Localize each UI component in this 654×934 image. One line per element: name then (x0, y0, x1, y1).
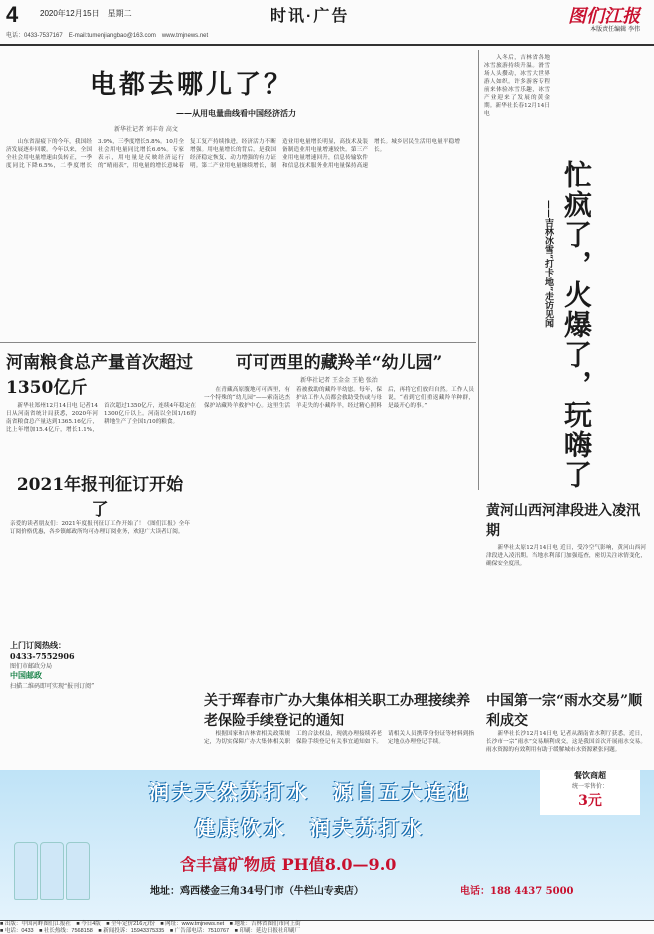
headline: 河南粮食总产量首次超过1350亿斤 (6, 353, 193, 398)
vertical-headline (543, 160, 594, 490)
slogan-1: 润夫天然苏打水 源自五大连池 (149, 780, 471, 804)
footer-line-1: ■ 出版：中国河畔图们江报社 ■ 今日4版 ■ 全年定价216元/份 ■ 网址：www.tmjnews.net ■ 地址：吉林省图们市向上街 (0, 921, 301, 927)
scan-note: 扫描二维码即可实现“报刊订阅” (10, 683, 95, 690)
phone: 0433-7552906 (10, 651, 75, 661)
headline: 关于珲春市广办大集体相关职工办理接续养老保险手续登记的通知 (204, 693, 470, 729)
headline: 电都去哪儿了？ (90, 70, 294, 100)
contact-label: 上门订阅热线： (10, 640, 66, 650)
bottle-image (14, 830, 94, 900)
article-kindergarten (204, 348, 474, 468)
ad-body: 亲爱的读者朋友们：2021年度报刊征订工作开始了！《图们江报》全年订阅价格优惠，各乡镇邮政所均可办理订阅业务，欢迎广大读者订阅。 (10, 521, 190, 535)
article-body: 山东省湿疲下的今年，我国经济发展逐步回暖。今年以来，全国全社会用电量增速由负转正，一季度同比下降6.5%，二季度增长3.9%，三季度增长5.8%。10月全社会用电量同比增长6.6%。专家表示，用电量是反映经济运行的“晴雨表”，用电量的增长意味着复工复产持续推进，经济活力不断增强。用电量增长的背后，是我国经济稳定恢复、动力增强的有力证明。第二产业用电量继续增长，制造业用电量增长明显，高技术及装备制造业用电量增速较快。第三产业用电量增速回升，信息传输软件和信息技术服务业用电量保持高速增长。城乡居民生活用电量平稳增长。 (6, 139, 460, 169)
page-number: 4 (6, 2, 19, 27)
byline: 新华社记者 王金金 王艳 张治 (300, 377, 378, 384)
slogan-3: 含丰富矿物质 PH值8.0—9.0 (180, 855, 397, 874)
article-body: 入冬后，吉林省各地冰雪旅游持续升温。滑雪场人头攒动，冰雪大世界游人如织。许多游客专程前来体验冰雪乐趣，冰雪产业迎来了发展的黄金期。新华社长春12月14日电 (484, 55, 550, 117)
price-label: 统一零售价： (571, 783, 608, 790)
article-body: 根据国家和吉林省相关政策规定，为切实保障广办大集体相关职工的合法权益，现就办理接续养老保险手续登记有关事宜通知如下。请相关人员携带身份证等材料到指定地点办理登记手续。 (204, 731, 474, 745)
brand-logo: 中国邮政 (10, 670, 42, 680)
page-footer (0, 920, 654, 934)
headline: 忙疯了，火爆了，玩嗨了 (560, 160, 593, 490)
article-body: 新华社太原12月14日电 近日，受冷空气影响，黄河山西河津段进入凌汛期。当地水利部门加强巡查，密切关注冰情变化，确保安全度汛。 (486, 545, 646, 567)
section-title: 时讯·广告 (270, 8, 350, 25)
contact-bar: 电话：0433-7537167 E-mail:tumenjiangbao@163.com www.tmjnews.net (6, 33, 209, 39)
subheadline: ——吉林冰雪“打卡地”走访见闻 (543, 200, 553, 328)
article-notice (204, 690, 474, 766)
department: 图们市邮政分局 (10, 663, 53, 670)
subscription-ad (10, 470, 190, 690)
footer-line-2: ■ 电话：0433 ■ 社长热线：7568158 ■ 新闻投诉：15943375335 ■ 广告部电话：7510767 ■ 印刷：延边日报社印刷厂 (0, 928, 300, 934)
headline: 可可西里的藏羚羊“幼儿园” (235, 353, 443, 373)
promo-box (540, 770, 640, 815)
issue-date: 2020年12月15日 星期二 (40, 9, 132, 18)
ad-address: 地址：鸡西楼金三角34号门市（牛栏山专卖店） (150, 886, 364, 897)
article-rainwater (486, 690, 646, 766)
masthead-logo: 图们江报 (568, 6, 640, 27)
byline: 新华社记者 刘丰奇 高文 (114, 126, 178, 133)
article-body: 新华社长沙12月14日电 记者从湖南省水利厅获悉，近日，长沙市一宗“雨水”交易顺利成交，这是我国首次开展雨水交易。雨水资源的有效利用有助于缓解城市水资源紧张问题。 (486, 731, 646, 753)
ad-phone: 电话：188 4437 5000 (460, 886, 574, 897)
article-flood (486, 500, 646, 640)
headline: 黄河山西河津段进入凌汛期 (486, 503, 640, 539)
headline: 2021年报刊征订开始了 (16, 475, 184, 520)
page-header (0, 0, 654, 46)
article-body: 新华社郑州12月14日电 记者14日从河南省统计局获悉，2020年河南省粮食总产量达到1365.16亿斤，比上年增加15.4亿斤，增长1.1%，首次超过1350亿斤，连续4年稳定在1300亿斤以上。河南以全国1/16的耕地生产了全国1/10的粮食。 (6, 403, 196, 433)
article-body: 在青藏高原腹地可可西里，有一个特殊的“幼儿园”——索南达杰保护站藏羚羊救护中心。这里生活着被救助的藏羚羊幼崽。每年，保护站工作人员都会救助受伤或与母羊走失的小藏羚羊，经过精心照料后，再将它们放归自然。工作人员说，“看到它们重返藏羚羊种群，是最开心的事。” (204, 387, 474, 409)
slogan-2: 健康饮水 润夫苏打水 (195, 816, 425, 840)
price-value: 3元 (578, 793, 602, 809)
promo-title: 餐饮商超 (574, 770, 606, 780)
editor-note: 本版责任编辑 李伟 (590, 26, 640, 33)
headline: 中国第一宗“雨水交易”顺利成交 (486, 693, 643, 729)
water-ad (0, 770, 654, 920)
article-electricity (0, 48, 470, 338)
article-grain (6, 348, 196, 448)
subheadline: ——从用电量曲线看中国经济活力 (176, 108, 296, 118)
